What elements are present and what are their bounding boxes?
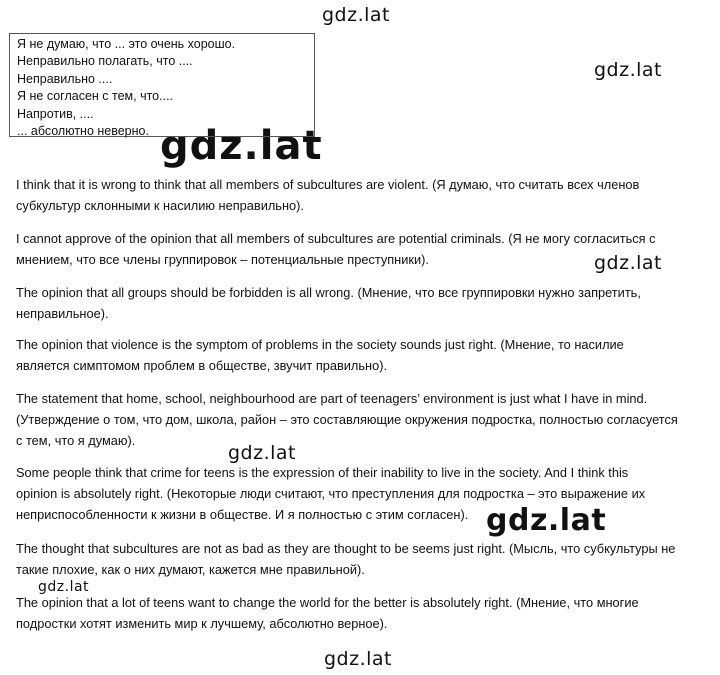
paragraph-line: подростки хотят изменить мир к лучшему, абсолютно верное). [16, 616, 388, 631]
watermark-right-upper: gdz.lat [594, 59, 663, 81]
watermark-large: gdz.lat [160, 123, 323, 169]
watermark-left-small: gdz.lat [38, 579, 90, 595]
phrase-item: Неправильно .... [17, 71, 113, 86]
paragraph-line: The opinion that violence is the symptom of problems in the society sounds just right. (Мнение, то насилие [16, 337, 624, 352]
paragraph-line: The statement that home, school, neighbourhood are part of teenagers’ environment is just what I have in mind. [16, 391, 648, 406]
paragraph-5 [16, 388, 712, 451]
watermark-top: gdz.lat [322, 4, 391, 26]
paragraph-line: такие плохие, как о них думают, кажется мне правильной). [16, 562, 365, 577]
phrase-item: ... абсолютно неверно. [17, 124, 149, 139]
phrase-item: Неправильно полагать, что .... [17, 54, 193, 69]
paragraph-line: с тем, что я думаю). [16, 433, 136, 448]
paragraph-6 [16, 462, 712, 525]
paragraph-line: opinion is absolutely right. (Некоторые люди считают, что преступления для подростка – это выражение их [16, 486, 646, 501]
watermark-center: gdz.lat [228, 442, 297, 464]
phrase-item: Напротив, .... [17, 106, 94, 121]
paragraph-line: I cannot approve of the opinion that all members of subcultures are potential criminals. (Я не могу согласиться с [16, 231, 656, 246]
paragraph-line: является симптомом проблем в обществе, звучит правильно). [16, 358, 388, 373]
paragraph-7 [16, 538, 712, 580]
paragraph-line: Some people think that crime for teens is the expression of their inability to live in the society. And I think this [16, 465, 629, 480]
phrase-box [9, 33, 315, 137]
paragraph-1 [16, 174, 712, 216]
watermark-bottom: gdz.lat [324, 648, 393, 670]
paragraph-line: I think that it is wrong to think that all members of subcultures are violent. (Я думаю, что считать всех членов [16, 177, 640, 192]
phrase-item: Я не думаю, что ... это очень хорошо. [17, 37, 236, 51]
paragraph-2 [16, 228, 712, 270]
paragraph-line: неправильное). [16, 306, 109, 321]
watermark-medium: gdz.lat [486, 503, 607, 538]
paragraph-3 [16, 282, 712, 324]
paragraph-line: The opinion that a lot of teens want to change the world for the better is absolutely right. (Мнение, что многие [16, 595, 639, 610]
paragraph-line: The thought that subcultures are not as bad as they are thought to be seems just right. (Мысль, что субкультуры не [16, 541, 676, 556]
paragraph-line: The opinion that all groups should be forbidden is all wrong. (Мнение, что все группировки нужно запретить, [16, 285, 641, 300]
phrase-item: Я не согласен с тем, что.... [17, 89, 174, 104]
paragraph-line: мнением, что все члены группировок – потенциальные преступники). [16, 252, 429, 267]
paragraph-line: (Утверждение о том, что дом, школа, район – это составляющие окружения подростка, полностью согласуется [16, 412, 678, 427]
paragraph-8 [16, 592, 712, 634]
paragraph-line: субкультур склонными к насилию неправильно). [16, 198, 304, 213]
watermark-right-middle: gdz.lat [594, 252, 663, 274]
paragraph-4 [16, 334, 712, 376]
paragraph-line: неприспособленности к жизни в обществе. И я полностью с этим согласен). [16, 507, 469, 522]
